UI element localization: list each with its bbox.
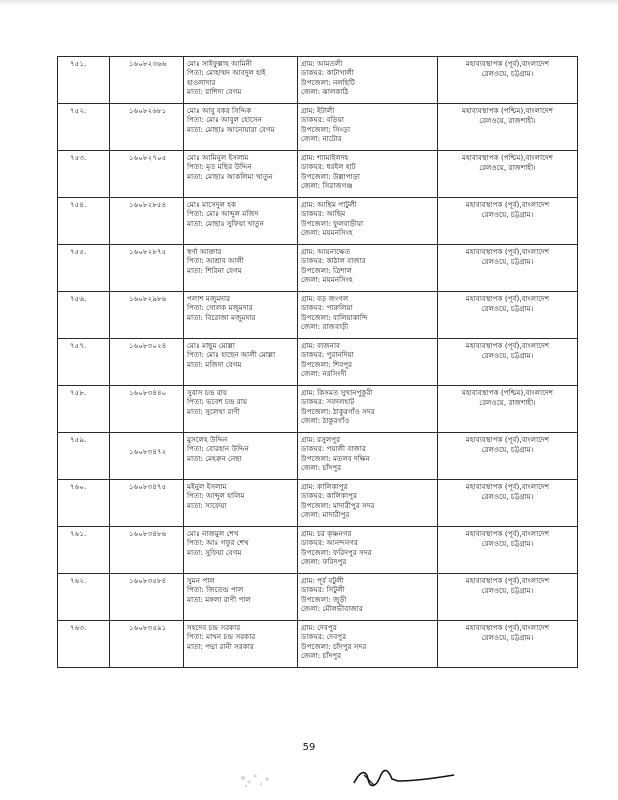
roll-cell	[110, 151, 184, 198]
table-row	[58, 527, 578, 574]
address-village: গ্রাম: কালিকাপুর	[301, 482, 348, 491]
address-post-office: ডাকঘর: সিটুলী	[301, 585, 345, 595]
posting-cell	[438, 480, 578, 527]
address-post-office: ডাকঘর: কালিকাপুর	[301, 491, 357, 501]
scan-edge	[0, 0, 618, 6]
candidate-name: মোঃ নাজমুল শেখ	[187, 529, 239, 538]
posting-cell	[438, 151, 578, 198]
candidate-cell	[184, 480, 298, 527]
roll-number: ১৬০৮২৭০৫	[129, 153, 167, 162]
mother-name: মাতা: মঙ্গলা রাণী পাল	[187, 594, 251, 604]
address-post-office: ডাকঘর: পুরানদিয়া	[301, 350, 354, 360]
roll-number: ১৬০৮২৯৮৬	[129, 294, 167, 303]
serial-cell	[58, 527, 110, 574]
candidate-cell	[184, 245, 298, 292]
address-upazila: উপজেলা: মতলব দক্ষিন	[301, 453, 370, 463]
address-cell	[298, 433, 438, 480]
posting-office: মহাব্যবস্থাপক (পশ্চিম),বাংলাদেশ	[461, 153, 554, 162]
mother-name: মাতা: মোছাঃ আকলিমা খাতুন	[187, 171, 273, 181]
address-upazila: উপজেলা: জুড়ী	[301, 594, 347, 604]
serial-cell	[58, 386, 110, 433]
table-row	[58, 480, 578, 527]
address-post-office: ডাকঘর: কাঠাল বাজার	[301, 256, 366, 266]
table-row	[58, 574, 578, 621]
candidate-cell	[184, 621, 298, 668]
table-row	[58, 151, 578, 198]
page-number: 59	[302, 742, 316, 753]
posting-office: মহাব্যবস্থাপক (পূর্ব),বাংলাদেশ	[465, 482, 550, 491]
address-cell	[298, 104, 438, 151]
candidate-name: মোঃ মাছুম মোল্লা	[187, 341, 236, 350]
mother-name: মাতা: রাশিদা বেগম	[187, 87, 242, 97]
candidate-cell	[184, 151, 298, 198]
address-post-office: ডাকঘর: আনন্দনগর	[301, 538, 358, 548]
candidate-name: স্বর্ণা আক্তার	[187, 247, 222, 256]
mother-name: মাতা: সাফেয়া	[187, 500, 227, 510]
serial-number: ৭৬১.	[70, 529, 87, 538]
father-name: পিতা: মাখন চন্দ্র সরকার	[187, 632, 256, 642]
address-district: জেলা: সিরাজগঞ্জ	[301, 181, 353, 191]
candidate-name: সহদেব চন্দ্র সরকার	[187, 623, 241, 632]
posting-cell	[438, 574, 578, 621]
address-post-office: ডাকঘর: কাটাখালী	[301, 68, 354, 78]
posting-location: রেলওয়ে, চট্টগ্রাম।	[481, 69, 534, 78]
table-row	[58, 245, 578, 292]
candidate-cell	[184, 104, 298, 151]
serial-cell	[58, 433, 110, 480]
serial-number: ৭৫৯.	[70, 435, 87, 444]
roll-cell	[110, 433, 184, 480]
address-post-office: ডাকঘর: পারুলিয়া	[301, 303, 353, 313]
father-name: পিতা: আশ্রাব আলী	[187, 256, 244, 266]
address-cell	[298, 292, 438, 339]
candidate-name: মোঃ সাইফুল্লাহ আমিনী	[187, 59, 252, 68]
candidate-name: মইনুল ইসলাম	[187, 482, 227, 491]
roll-cell	[110, 104, 184, 151]
posting-cell	[438, 292, 578, 339]
serial-cell	[58, 198, 110, 245]
roll-cell	[110, 339, 184, 386]
posting-cell	[438, 433, 578, 480]
posting-location: রেলওয়ে, রাজশাহী।	[479, 163, 536, 172]
address-district: জেলা: নরসিংদী	[301, 369, 347, 379]
mother-name: মাতা: মোছাঃ সুফিয়া খাতুন	[187, 218, 264, 228]
address-village: গ্রাম: শ্যামাইলদহ	[301, 153, 349, 162]
signature-image	[350, 765, 460, 791]
father-name: পিতা: বোরহান উদ্দিন	[187, 444, 249, 454]
father-name: পিতা: মোঃ আবুল হোসেন	[187, 115, 262, 125]
mother-name: মাতা: সুলেখা রাণী	[187, 406, 240, 416]
candidate-table	[57, 56, 578, 668]
address-upazila: উপজেলা: সিংড়া	[301, 124, 351, 134]
address-upazila: উপজেলা: নলছিটি	[301, 77, 355, 87]
address-upazila: উপজেলা: শিবপুর	[301, 359, 353, 369]
posting-location: রেলওয়ে, চট্টগ্রাম।	[481, 304, 534, 313]
posting-location: রেলওয়ে, চট্টগ্রাম।	[481, 539, 534, 548]
address-village: গ্রাম: চর কৃষ্ণনগর	[301, 529, 352, 538]
roll-cell	[110, 292, 184, 339]
candidate-cell	[184, 527, 298, 574]
serial-number: ৭৬৩.	[70, 623, 87, 632]
mother-name: মাতা: পদ্মা রানী সরকার	[187, 641, 254, 651]
address-village: গ্রাম: আছিম পাটুলী	[301, 200, 357, 209]
posting-cell	[438, 57, 578, 104]
table-row	[58, 339, 578, 386]
posting-location: রেলওয়ে, চট্টগ্রাম।	[481, 586, 534, 595]
posting-location: রেলওয়ে, চট্টগ্রাম।	[481, 492, 534, 501]
roll-number: ১৬০৮২৩৬৬	[129, 59, 167, 68]
father-name: পিতা: ভবেশ চন্দ্র রায়	[187, 397, 248, 407]
candidate-name: পলাশ মজুমদার	[187, 294, 231, 303]
address-upazila: উপজেলা: মাদারীপুর সদর	[301, 500, 375, 510]
address-upazila: উপজেলা: ত্রিশাল	[301, 265, 352, 275]
serial-cell	[58, 151, 110, 198]
posting-office: মহাব্যবস্থাপক (পূর্ব),বাংলাদেশ	[465, 59, 550, 68]
serial-cell	[58, 574, 110, 621]
serial-number: ৭৫৬.	[70, 294, 87, 303]
address-cell	[298, 57, 438, 104]
address-upazila: উপজেলা: ফরিদপুর সদর	[301, 547, 372, 557]
address-district: জেলা: নাটোর	[301, 134, 342, 144]
serial-cell	[58, 480, 110, 527]
posting-location: রেলওয়ে, রাজশাহী।	[479, 116, 536, 125]
address-cell	[298, 527, 438, 574]
roll-number: ১৬০৮৩৫৯১	[129, 623, 167, 632]
roll-cell	[110, 480, 184, 527]
serial-number: ৭৫৮.	[70, 388, 87, 397]
roll-number: ১৬০৮২৮৫৪	[129, 200, 167, 209]
posting-office: মহাব্যবস্থাপক (পূর্ব),বাংলাদেশ	[465, 435, 550, 444]
address-post-office: ডাকঘর: দেবপুর	[301, 632, 347, 642]
candidate-cell	[184, 57, 298, 104]
mother-name: মাতা: মেহরুন নেছা	[187, 453, 242, 463]
candidate-cell	[184, 198, 298, 245]
address-cell	[298, 151, 438, 198]
roll-number: ১৬০৮৩৪৭২	[129, 447, 167, 456]
father-name-cont: হাওলাদার	[187, 77, 216, 87]
mother-name: মাতা: সুফিয়া বেগম	[187, 547, 242, 557]
address-village: গ্রাম: কিসমত সুখানপুকুরী	[301, 388, 373, 397]
serial-cell	[58, 292, 110, 339]
serial-number: ৭৫৩.	[70, 153, 87, 162]
posting-cell	[438, 527, 578, 574]
candidate-cell	[184, 433, 298, 480]
address-district: জেলা: ঝালকাঠি	[301, 87, 349, 97]
roll-number: ১৬০৮২৬৮১	[129, 106, 167, 115]
candidate-name: মুসলেহ উদ্দিন	[187, 435, 228, 444]
serial-cell	[58, 339, 110, 386]
candidate-cell	[184, 386, 298, 433]
candidate-cell	[184, 574, 298, 621]
address-upazila: উপজেলা: ফুলবাড়ীয়া	[301, 218, 364, 228]
posting-office: মহাব্যবস্থাপক (পূর্ব),বাংলাদেশ	[465, 341, 550, 350]
address-post-office: ডাকঘর: পয়ালী বাজার	[301, 444, 366, 454]
address-upazila: উপজেলা: চাঁদপুর সদর	[301, 641, 367, 651]
posting-location: রেলওয়ে, চট্টগ্রাম।	[481, 210, 534, 219]
address-post-office: ডাকঘর: সবদলহাট	[301, 397, 355, 407]
roll-number: ১৬০৮৩০২৪	[129, 341, 167, 350]
table-row	[58, 386, 578, 433]
address-district: জেলা: চাঁদপুর	[301, 651, 342, 661]
address-post-office: ডাকঘর: ধরইল হাট	[301, 162, 356, 172]
posting-office: মহাব্যবস্থাপক (পশ্চিম),বাংলাদেশ	[461, 388, 554, 397]
posting-location: রেলওয়ে, চট্টগ্রাম।	[481, 257, 534, 266]
serial-number: ৭৬০.	[70, 482, 87, 491]
table-row	[58, 621, 578, 668]
address-cell	[298, 480, 438, 527]
candidate-name: সুমন পাল	[187, 576, 215, 585]
serial-number: ৭৫১.	[70, 59, 87, 68]
serial-cell	[58, 57, 110, 104]
candidate-cell	[184, 292, 298, 339]
posting-office: মহাব্যবস্থাপক (পূর্ব),বাংলাদেশ	[465, 529, 550, 538]
roll-cell	[110, 245, 184, 292]
roll-cell	[110, 57, 184, 104]
posting-location: রেলওয়ে, চট্টগ্রাম।	[481, 633, 534, 642]
posting-office: মহাব্যবস্থাপক (পশ্চিম),বাংলাদেশ	[461, 106, 554, 115]
table-row	[58, 104, 578, 151]
posting-cell	[438, 198, 578, 245]
address-district: জেলা: চাঁদপুর	[301, 463, 342, 473]
table-row	[58, 292, 578, 339]
posting-office: মহাব্যবস্থাপক (পূর্ব),বাংলাদেশ	[465, 294, 550, 303]
posting-cell	[438, 104, 578, 151]
mother-name: মাতা: বিরোজা মজুমদার	[187, 312, 256, 322]
address-upazila: উপজেলা: উল্লাপাড়া	[301, 171, 360, 181]
address-cell	[298, 621, 438, 668]
roll-cell	[110, 621, 184, 668]
mother-name: মাতা: মোছাঃ আনোয়ারা বেগম	[187, 124, 275, 134]
serial-number: ৭৫৫.	[70, 247, 87, 256]
address-cell	[298, 339, 438, 386]
father-name: পিতা: আব্দুল হালিম	[187, 491, 245, 501]
serial-number: ৭৫৭.	[70, 341, 87, 350]
address-district: জেলা: ঠাকুরগাঁও	[301, 416, 350, 426]
posting-cell	[438, 339, 578, 386]
mother-name: মাতা: শিরিনা বেগম	[187, 265, 242, 275]
serial-cell	[58, 245, 110, 292]
address-district: জেলা: রাজবাড়ী	[301, 322, 349, 332]
posting-office: মহাব্যবস্থাপক (পূর্ব),বাংলাদেশ	[465, 247, 550, 256]
roll-cell	[110, 527, 184, 574]
address-district: জেলা: ময়মনসিংহ	[301, 275, 353, 285]
roll-cell	[110, 198, 184, 245]
candidate-table-body	[58, 57, 578, 668]
posting-location: রেলওয়ে, রাজশাহী।	[479, 398, 536, 407]
address-post-office: ডাকঘর: বড়িয়া	[301, 115, 345, 125]
mother-name: মাতা: মজিদা বেগম	[187, 359, 242, 369]
serial-cell	[58, 104, 110, 151]
address-cell	[298, 245, 438, 292]
address-district: জেলা: মাদারীপুর	[301, 510, 350, 520]
roll-number: ১৬০৮২৮৭৫	[129, 247, 167, 256]
roll-number: ১৬০৮৩৪৮৬	[129, 529, 167, 538]
address-village: গ্রাম: দেবপুর	[301, 623, 337, 632]
address-cell	[298, 574, 438, 621]
address-village: গ্রাম: আয়নাক্ষেত	[301, 247, 351, 256]
roll-number: ১৬০৮৩৫৮৪	[129, 576, 167, 585]
address-cell	[298, 386, 438, 433]
table-row	[58, 433, 578, 480]
father-name: পিতা: মৃত মছির উদ্দিন	[187, 162, 252, 172]
address-village: গ্রাম: রসুলপুর	[301, 435, 341, 444]
posting-location: রেলওয়ে, চট্টগ্রাম।	[481, 351, 534, 360]
father-name: পিতা: মোহাম্মদ আবদুল হাই	[187, 68, 266, 78]
serial-number: ৭৫২.	[70, 106, 87, 115]
father-name: পিতা: গোলক মজুমদার	[187, 303, 253, 313]
address-cell	[298, 198, 438, 245]
posting-office: মহাব্যবস্থাপক (পূর্ব),বাংলাদেশ	[465, 576, 550, 585]
candidate-cell	[184, 339, 298, 386]
father-name: পিতা: আঃ গফুর শেখ	[187, 538, 249, 548]
serial-number: ৭৫৪.	[70, 200, 87, 209]
father-name: পিতা: জিতেন্দ্র পাল	[187, 585, 244, 595]
roll-cell	[110, 574, 184, 621]
address-village: গ্রাম: আমতলী	[301, 59, 343, 68]
roll-cell	[110, 386, 184, 433]
table-row	[58, 198, 578, 245]
address-village: গ্রাম: বড় জংগল	[301, 294, 349, 303]
posting-office: মহাব্যবস্থাপক (পূর্ব),বাংলাদেশ	[465, 200, 550, 209]
candidate-name: মোঃ আবু বকর সিদ্দিক	[187, 106, 252, 115]
roll-number: ১৬০৮৩৪৭৫	[129, 482, 167, 491]
candidate-name: মোঃ আমিনুল ইসলাম	[187, 153, 249, 162]
address-upazila: উপজেলা: ঠাকুরগাঁও সদর	[301, 406, 375, 416]
address-district: জেলা: মৌলভীবাজার	[301, 604, 363, 614]
posting-location: রেলওয়ে, চট্টগ্রাম।	[481, 445, 534, 454]
posting-office: মহাব্যবস্থাপক (পূর্ব),বাংলাদেশ	[465, 623, 550, 632]
father-name: পিতা: মোঃ হাছেন আলী মোল্লা	[187, 350, 276, 360]
father-name: পিতা: মোঃ আব্দুল মজিদ	[187, 209, 259, 219]
address-post-office: ডাকঘর: আছিম	[301, 209, 346, 219]
address-village: গ্রাম: বাজনাব	[301, 341, 341, 350]
posting-cell	[438, 386, 578, 433]
candidate-name: মোঃ মাসেদুল হক	[187, 200, 237, 209]
serial-number: ৭৬২.	[70, 576, 87, 585]
address-village: গ্রাম: পূর্ব বটুলী	[301, 576, 344, 585]
roll-number: ১৬০৮৩৪৪০	[129, 388, 167, 397]
posting-cell	[438, 245, 578, 292]
address-district: জেলা: ময়মনসিংহ	[301, 228, 353, 238]
posting-cell	[438, 621, 578, 668]
scan-smudge	[235, 770, 295, 792]
address-village: গ্রাম: ইটালী	[301, 106, 335, 115]
candidate-name: সুবাস চন্দ্র রায়	[187, 388, 228, 397]
serial-cell	[58, 621, 110, 668]
address-district: জেলা: ফরিদপুর	[301, 557, 347, 567]
address-upazila: উপজেলা: বালিয়াকান্দি	[301, 312, 368, 322]
table-row	[58, 57, 578, 104]
